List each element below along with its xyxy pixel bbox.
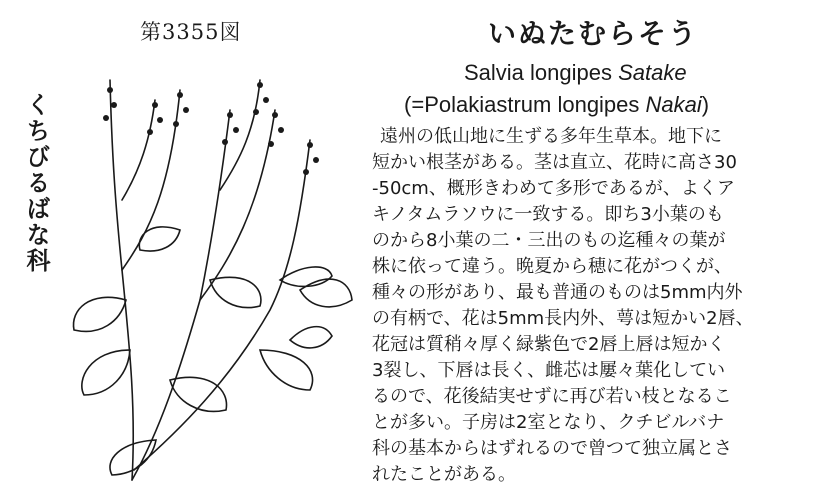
- plant-illustration: [60, 50, 360, 490]
- scientific-genus-species: Salvia longipes: [464, 60, 612, 85]
- description-line: 遠州の低山地に生ずる多年生草本。地下に: [380, 126, 722, 147]
- scientific-author: Satake: [618, 60, 687, 85]
- synonym-close: ): [701, 92, 710, 117]
- description-line: るので、花後結実せずに再び若い枝となるこ: [372, 386, 732, 407]
- description-line: の有柄で、花は5mm長内外、萼は短かい2唇、: [372, 308, 754, 329]
- description-line: キノタムラソウに一致する。即ち3小葉のも: [372, 204, 724, 225]
- scientific-name: [464, 60, 687, 86]
- description-line: 科の基本からはずれるので曾つて独立属とさ: [372, 438, 732, 459]
- synonym-open: (=: [404, 92, 425, 117]
- description-line: 短かい根茎がある。茎は直立、花時に高さ30: [372, 152, 737, 173]
- synonym: [404, 92, 709, 118]
- description-line: 3裂し、下唇は長く、雌芯は屢々葉化してい: [372, 360, 726, 381]
- description-line: とが多い。子房は2室となり、クチビルバナ: [372, 412, 725, 433]
- description: [372, 124, 828, 488]
- family-name: くちびるばな科: [22, 92, 50, 274]
- figure-number: 第3355図: [140, 20, 242, 44]
- synonym-author: Nakai: [645, 92, 702, 117]
- japanese-name: いぬたむらそう: [488, 17, 699, 50]
- description-line: のから8小葉の二・三出のもの迄種々の葉が: [372, 230, 726, 251]
- description-line: れたことがある。: [372, 464, 516, 485]
- description-line: -50cm、概形きわめて多形であるが、よくア: [372, 178, 735, 199]
- description-line: 種々の形があり、最も普通のものは5mm内外: [372, 282, 743, 303]
- description-line: 株に依って違う。晩夏から穂に花がつくが、: [372, 256, 732, 277]
- description-line: 花冠は質稍々厚く緑紫色で2唇上唇は短かく: [372, 334, 726, 355]
- synonym-genus-species: Polakiastrum longipes: [424, 92, 640, 117]
